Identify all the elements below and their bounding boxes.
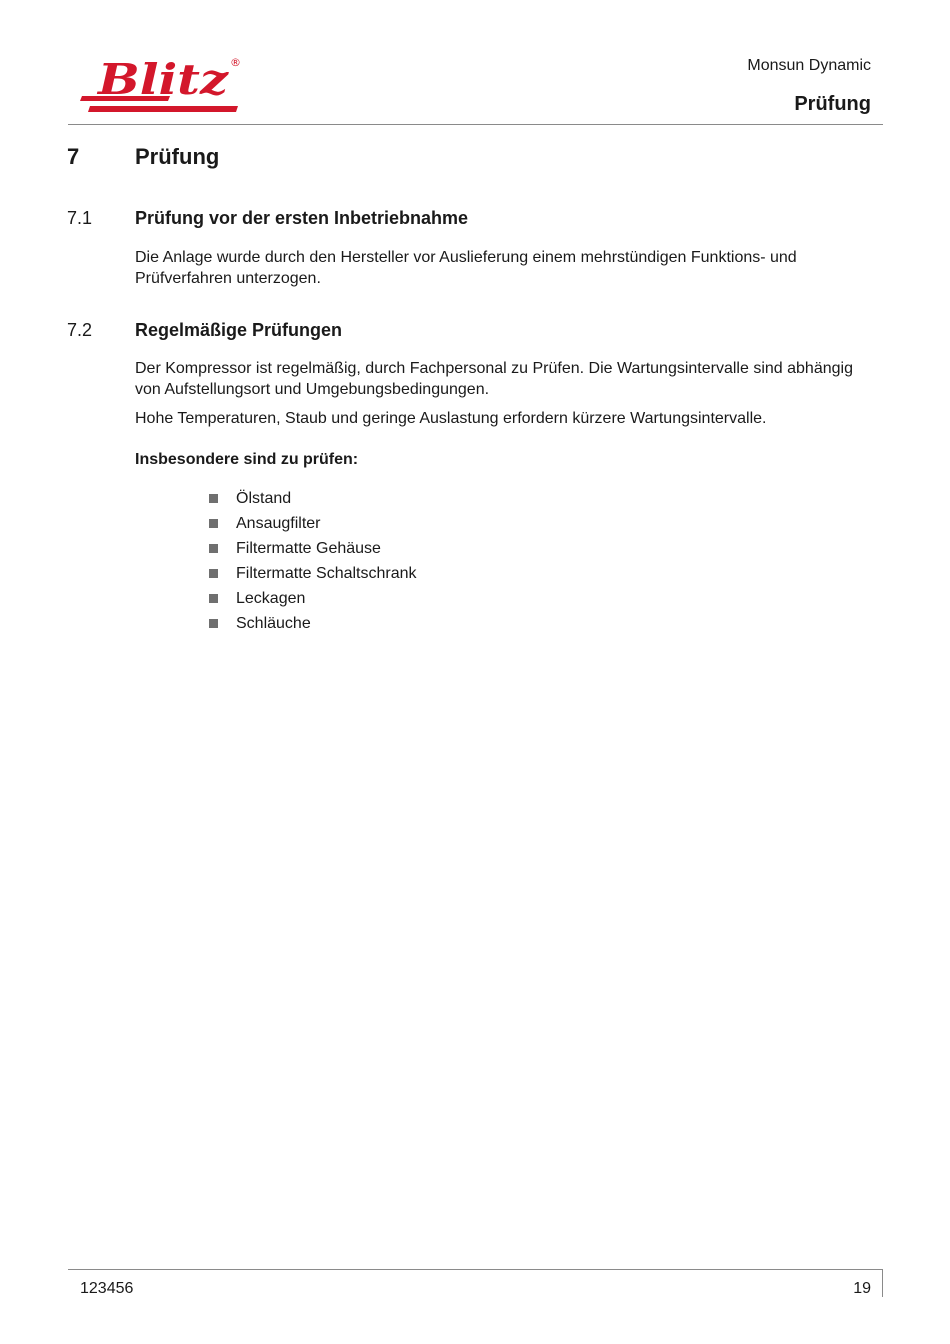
list-item: [209, 589, 417, 614]
header-section-title: Prüfung: [794, 93, 871, 115]
registered-mark: ®: [230, 56, 241, 69]
section-number: 7.1: [67, 208, 93, 228]
list-item-label: Filtermatte Gehäuse: [236, 540, 381, 557]
blitz-logo: [80, 52, 242, 118]
header-divider: [68, 124, 883, 125]
document-number: 123456: [80, 1280, 134, 1297]
section-paragraph: Die Anlage wurde durch den Hersteller vor Auslieferung einem mehrstündigen Funktions- und Prüfverfahren unterzogen.: [135, 249, 797, 287]
list-item-label: Filtermatte Schaltschrank: [236, 565, 417, 582]
list-item: [209, 539, 417, 564]
footer-divider: [68, 1269, 883, 1270]
list-item: [209, 614, 417, 639]
section-number: 7.2: [67, 320, 93, 340]
section-paragraph: Hohe Temperaturen, Staub und geringe Auslastung erfordern kürzere Wartungsintervalle.: [135, 410, 767, 427]
section-title: Prüfung vor der ersten Inbetriebnahme: [135, 208, 469, 228]
list-item: [209, 514, 417, 539]
section-paragraph: Der Kompressor ist regelmäßig, durch Fachpersonal zu Prüfen. Die Wartungsintervalle sind abhängig von Aufstellungsort und Umgebungsbedingungen.: [135, 360, 853, 398]
list-item: [209, 489, 417, 514]
header-product-name: Monsun Dynamic: [747, 57, 871, 74]
square-bullet-icon: [209, 544, 218, 553]
square-bullet-icon: [209, 594, 218, 603]
list-item: [209, 564, 417, 589]
chapter-number: 7: [67, 144, 80, 169]
section-title: Regelmäßige Prüfungen: [135, 320, 343, 340]
list-item-label: Ansaugfilter: [236, 515, 321, 532]
page-number: 19: [853, 1280, 871, 1297]
checklist-heading: Insbesondere sind zu prüfen:: [135, 451, 359, 468]
square-bullet-icon: [209, 519, 218, 528]
list-item-label: Leckagen: [236, 590, 306, 607]
square-bullet-icon: [209, 619, 218, 628]
list-item-label: Ölstand: [236, 490, 292, 507]
square-bullet-icon: [209, 569, 218, 578]
chapter-title: Prüfung: [135, 144, 220, 169]
footer-divider-tick: [882, 1269, 883, 1297]
logo-wordmark: Blitz: [96, 55, 230, 104]
inspection-checklist: [209, 489, 417, 639]
list-item-label: Schläuche: [236, 615, 311, 632]
square-bullet-icon: [209, 494, 218, 503]
